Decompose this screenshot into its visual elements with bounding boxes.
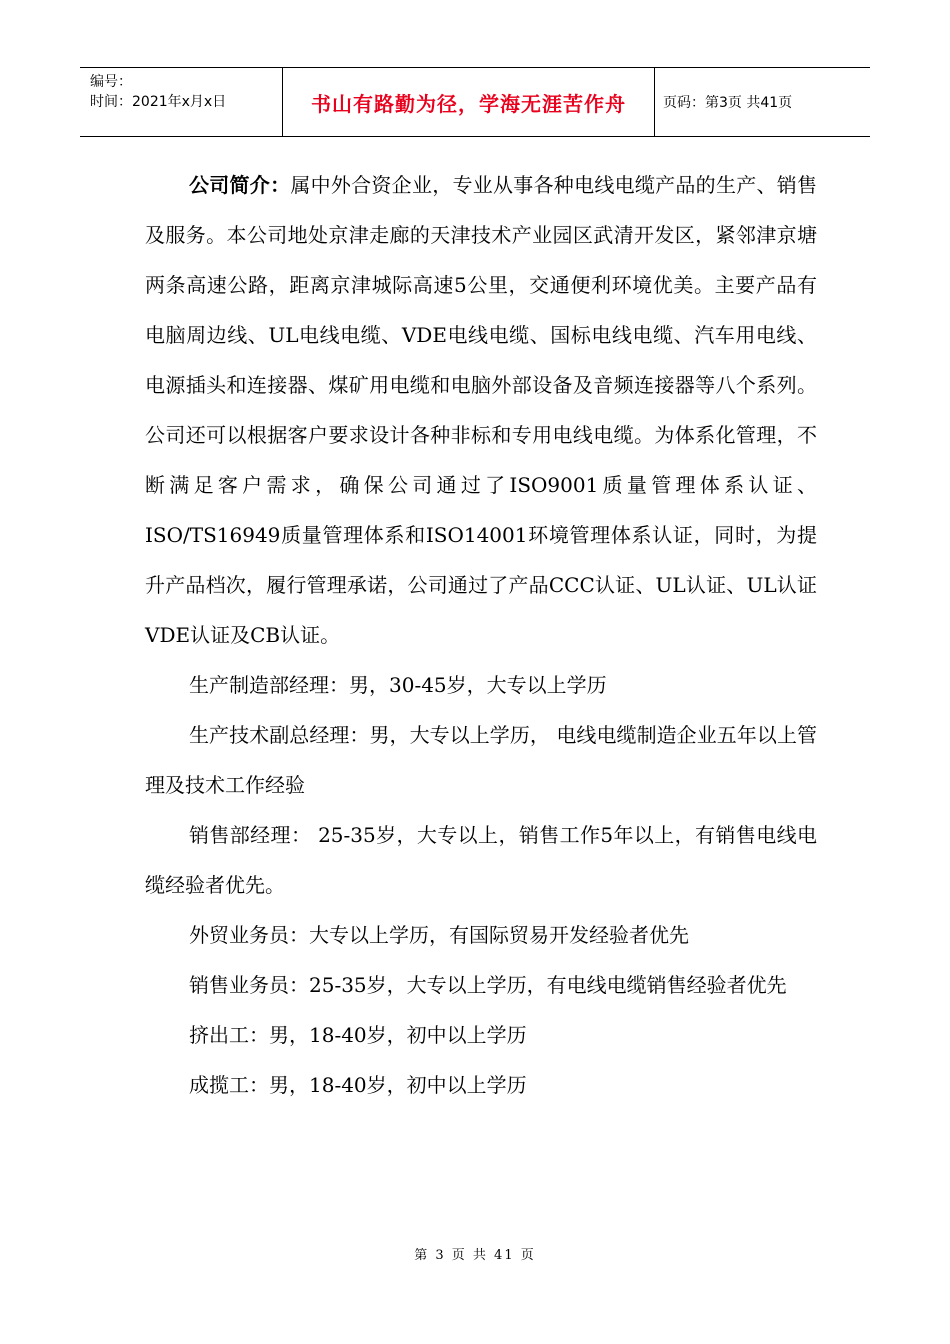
position-foreign-trade: 外贸业务员：大专以上学历，有国际贸易开发经验者优先 [189, 923, 689, 947]
number-label: 编号： [90, 74, 132, 90]
company-intro-lead: 公司简介： [189, 173, 291, 197]
company-intro-text: 属中外合资企业，专业从事各种电线电缆产品的生产、销售及服务。本公司地处京津走廊的天津技术产业园区武清开发区，紧邻津京塘两条高速公路，距离京津城际高速5公里，交通便利环境优美。主要产品有电脑周边线、UL电线电缆、VDE电线电缆、国标电线电缆、汽车用电线、电源插头和连接器、煤矿用电缆和电脑外部设备及音频连接器等八个系列。公司还可以根据客户要求设计各种非标和专用电线电缆。为体系化管理，不断满足客户需求，确保公司通过了ISO9001质量管理体系认证、ISO/TS16949质量管理体系和ISO14001环境管理体系认证，同时，为提升产品档次，履行管理承诺，公司通过了产品CCC认证、UL认证、UL认证VDE认证及CB认证。 [145, 173, 818, 647]
position-sales-rep: 销售业务员：25-35岁，大专以上学历，有电线电缆销售经验者优先 [189, 973, 787, 997]
company-intro-paragraph [145, 160, 817, 660]
page-footer: 第 3 页 共 41 页 [414, 1248, 536, 1263]
header-page-code: 页码：第3页 共41页 [663, 95, 793, 111]
time-label: 时间：2021年x月x日 [90, 94, 227, 110]
position-tech-vice-gm: 生产技术副总经理：男，大专以上学历， 电线电缆制造企业五年以上管理及技术工作经验 [145, 723, 817, 797]
page-header [80, 67, 870, 137]
position-cabling-worker: 成揽工：男，18-40岁，初中以上学历 [189, 1073, 527, 1097]
position-sales-manager: 销售部经理： 25-35岁，大专以上，销售工作5年以上，有销售电线电缆经验者优先。 [145, 823, 817, 897]
header-motto: 书山有路勤为径，学海无涯苦作舟 [283, 68, 655, 136]
document-body [145, 160, 817, 1110]
header-meta [80, 68, 283, 136]
position-production-manager: 生产制造部经理：男，30-45岁，大专以上学历 [189, 673, 607, 697]
position-extruder-worker: 挤出工：男，18-40岁，初中以上学历 [189, 1023, 527, 1047]
